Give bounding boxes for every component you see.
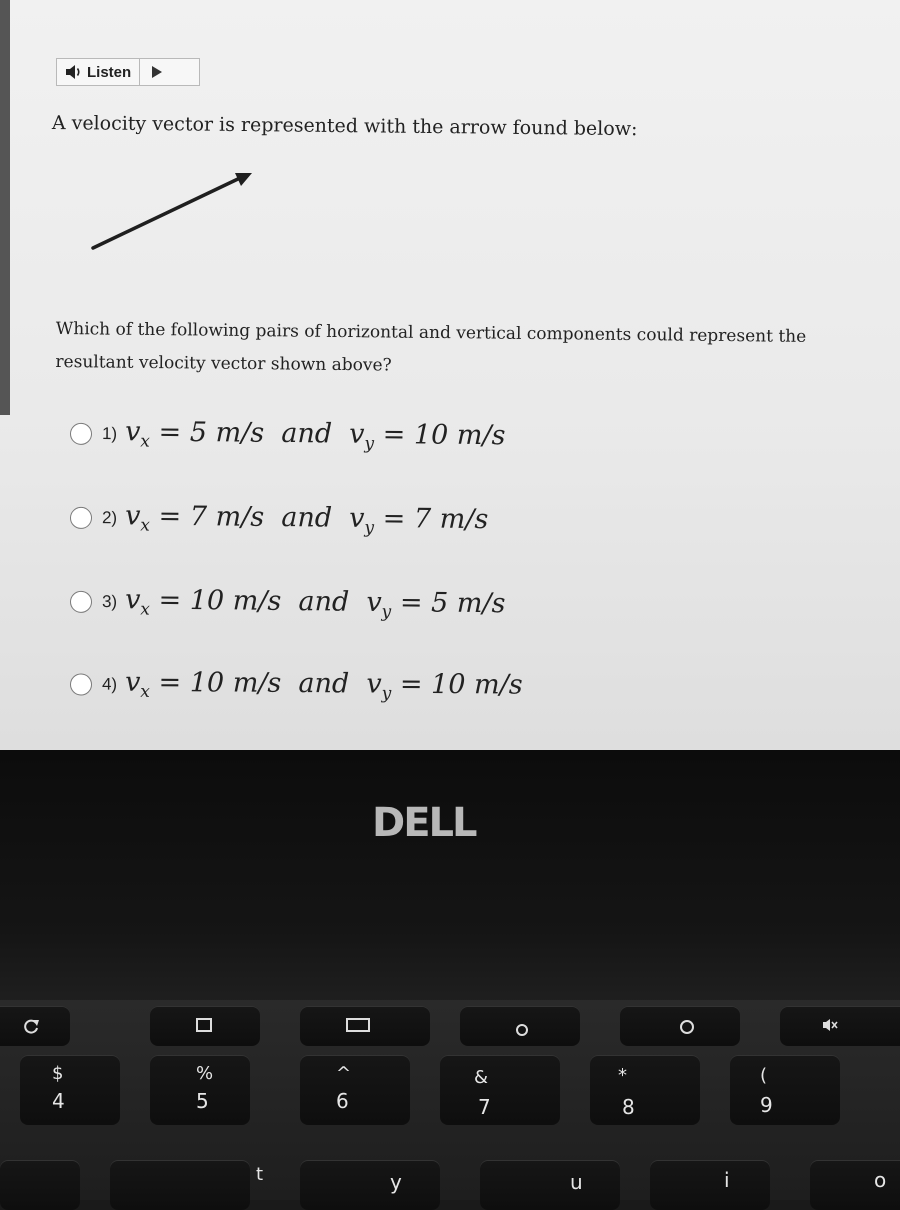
key-9-shift-label: ( (760, 1065, 768, 1086)
option-1-radio[interactable] (70, 422, 92, 444)
key-7-shift-label: & (474, 1067, 489, 1088)
key-u-label: u (570, 1170, 583, 1194)
key-8-shift-label: * (618, 1065, 627, 1086)
key-9[interactable] (730, 1055, 840, 1125)
option-math: $v_x = 10$ m/s and $v_y = 10$ m/s (125, 666, 523, 704)
key-4-label: 4 (52, 1089, 65, 1113)
option-1[interactable] (70, 416, 506, 456)
mute-icon (822, 1018, 838, 1032)
key-y[interactable] (300, 1160, 440, 1210)
key-i[interactable] (650, 1160, 770, 1210)
key-4[interactable] (20, 1055, 120, 1125)
play-icon[interactable] (152, 66, 162, 78)
option-3-radio[interactable] (70, 590, 92, 612)
velocity-arrow-icon (80, 160, 270, 260)
key-brightness-up[interactable] (620, 1006, 740, 1046)
key-5-label: 5 (196, 1089, 209, 1113)
option-math: $v_x = 5$ m/s and $v_y = 10$ m/s (124, 416, 506, 454)
key-9-label: 9 (760, 1093, 773, 1117)
key-5-shift-label: % (196, 1063, 214, 1084)
key-fullscreen[interactable] (150, 1006, 260, 1046)
key-refresh[interactable] (0, 1006, 70, 1046)
dell-logo: DELL (372, 800, 476, 846)
question-text: Which of the following pairs of horizontal and vertical components could represent the resultant velocity vector shown above? (55, 318, 807, 376)
key-7[interactable] (440, 1055, 560, 1125)
fullscreen-icon (196, 1018, 212, 1032)
brightness-up-icon (680, 1020, 694, 1034)
key-o-label: o (874, 1168, 887, 1192)
key-y-label: y (390, 1170, 402, 1194)
option-math: $v_x = 7$ m/s and $v_y = 7$ m/s (124, 500, 489, 538)
option-4[interactable] (70, 666, 523, 704)
key-8-label: 8 (622, 1095, 635, 1119)
key-6-label: 6 (336, 1089, 349, 1113)
keyboard (0, 1000, 900, 1200)
option-number: 3) (101, 591, 118, 611)
option-number: 4) (101, 674, 118, 694)
option-4-radio[interactable] (70, 673, 92, 695)
prompt-text: A velocity vector is represented with the arrow found below: (51, 112, 638, 141)
option-number: 1) (101, 423, 118, 443)
speaker-icon (65, 64, 83, 80)
key-t[interactable] (110, 1160, 264, 1210)
option-2-radio[interactable] (70, 506, 92, 528)
key-6-shift-label: ^ (336, 1063, 352, 1084)
key-8[interactable] (590, 1055, 700, 1125)
key-o[interactable] (810, 1160, 900, 1210)
laptop-bezel (0, 750, 900, 1010)
refresh-icon (22, 1018, 40, 1034)
key-5[interactable] (150, 1055, 250, 1125)
left-scroll-edge (0, 0, 10, 415)
key-6[interactable] (300, 1055, 410, 1125)
listen-toolbar (56, 58, 200, 86)
key-overview[interactable] (300, 1006, 430, 1046)
option-number: 2) (101, 507, 118, 527)
listen-button[interactable] (57, 59, 140, 85)
overview-icon (346, 1018, 370, 1032)
key-i-label: i (724, 1168, 730, 1192)
option-2[interactable] (70, 500, 489, 539)
key-brightness-down[interactable] (460, 1006, 580, 1046)
key-4-shift-label: $ (52, 1063, 64, 1084)
key-mute[interactable] (780, 1006, 900, 1046)
option-3[interactable] (70, 584, 506, 624)
key-u[interactable] (480, 1160, 620, 1210)
brightness-down-icon (516, 1024, 528, 1036)
listen-label: Listen (87, 63, 132, 81)
key-t-label: t (256, 1164, 264, 1185)
key-7-label: 7 (478, 1095, 491, 1119)
key-r[interactable] (0, 1160, 80, 1210)
option-math: $v_x = 10$ m/s and $v_y = 5$ m/s (124, 584, 506, 623)
